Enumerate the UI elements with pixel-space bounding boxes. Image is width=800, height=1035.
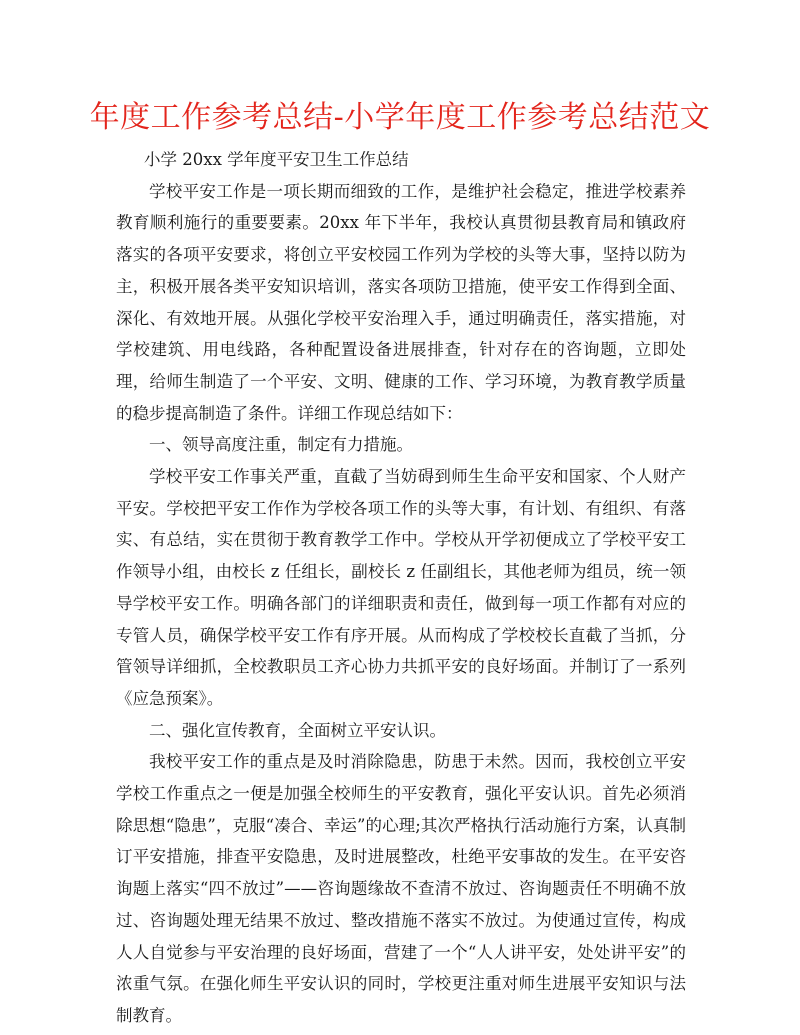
paragraph-section-2: 我校平安工作的重点是及时消除隐患，防患于未然。因而，我校创立平安学校工作重点之一便是加强全校师生的平安教育，强化平安认识。首先必须消除思想“隐患”，克服“凑合、幸运”的心理;其次严格执行活动施行方案，认真制订平安措施，排查平安隐患，及时进展整改，杜绝平安事故的发生。在平安咨询题上落实“四不放过”——咨询题缘故不查清不放过、咨询题责任不明确不放过、咨询题处理无结果不放过、整改措施不落实不放过。为使通过宣传，构成人人自觉参与平安治理的良好场面，营建了一个“人人讲平安，处处讲平安”的浓重气氛。在强化师生平安认识的同时，学校更注重对师生进展平安知识与法制教育。 [116, 752, 686, 1025]
document-subtitle: 小学 20xx 学年度平安卫生工作总结 [144, 150, 409, 169]
section-heading-1: 一、领导高度注重，制定有力措施。 [149, 435, 413, 455]
section-heading-2: 二、强化宣传教育，全面树立平安认识。 [149, 720, 446, 740]
document-title: 年度工作参考总结-小学年度工作参考总结范文 [89, 100, 711, 135]
document-body [116, 144, 686, 1032]
paragraph-intro: 学校平安工作是一项长期而细致的工作，是维护社会稳定，推进学校素养教育顺利施行的重要要素。20xx 年下半年，我校认真贯彻县教育局和镇政府落实的各项平安要求，将创立平安校园工作列为学校的头等大事，坚持以防为主，积极开展各类平安知识培训，落实各项防卫措施，使平安工作得到全面、深化、有效地开展。从强化学校平安治理入手，通过明确责任，落实措施，对学校建筑、用电线路，各种配置设备进展排查，针对存在的咨询题，立即处理，给师生制造了一个平安、文明、健康的工作、学习环境，为教育教学质量的稳步提高制造了条件。详细工作现总结如下： [116, 181, 686, 423]
paragraph-section-1: 学校平安工作事关严重，直截了当妨碍到师生生命平安和国家、个人财产平安。学校把平安工作作为学校各项工作的头等大事，有计划、有组织、有落实、有总结，实在贯彻于教育教学工作中。学校从开学初便成立了学校平安工作领导小组，由校长 z 任组长，副校长 z 任副组长，其他老师为组员，统一领导学校平安工作。明确各部门的详细职责和责任，做到每一项工作都有对应的专管人员，确保学校平安工作有序开展。从而构成了学校校长直截了当抓，分管领导详细抓，全校教职员工齐心协力共抓平安的良好场面。并制订了一系列《应急预案》。 [116, 467, 686, 708]
